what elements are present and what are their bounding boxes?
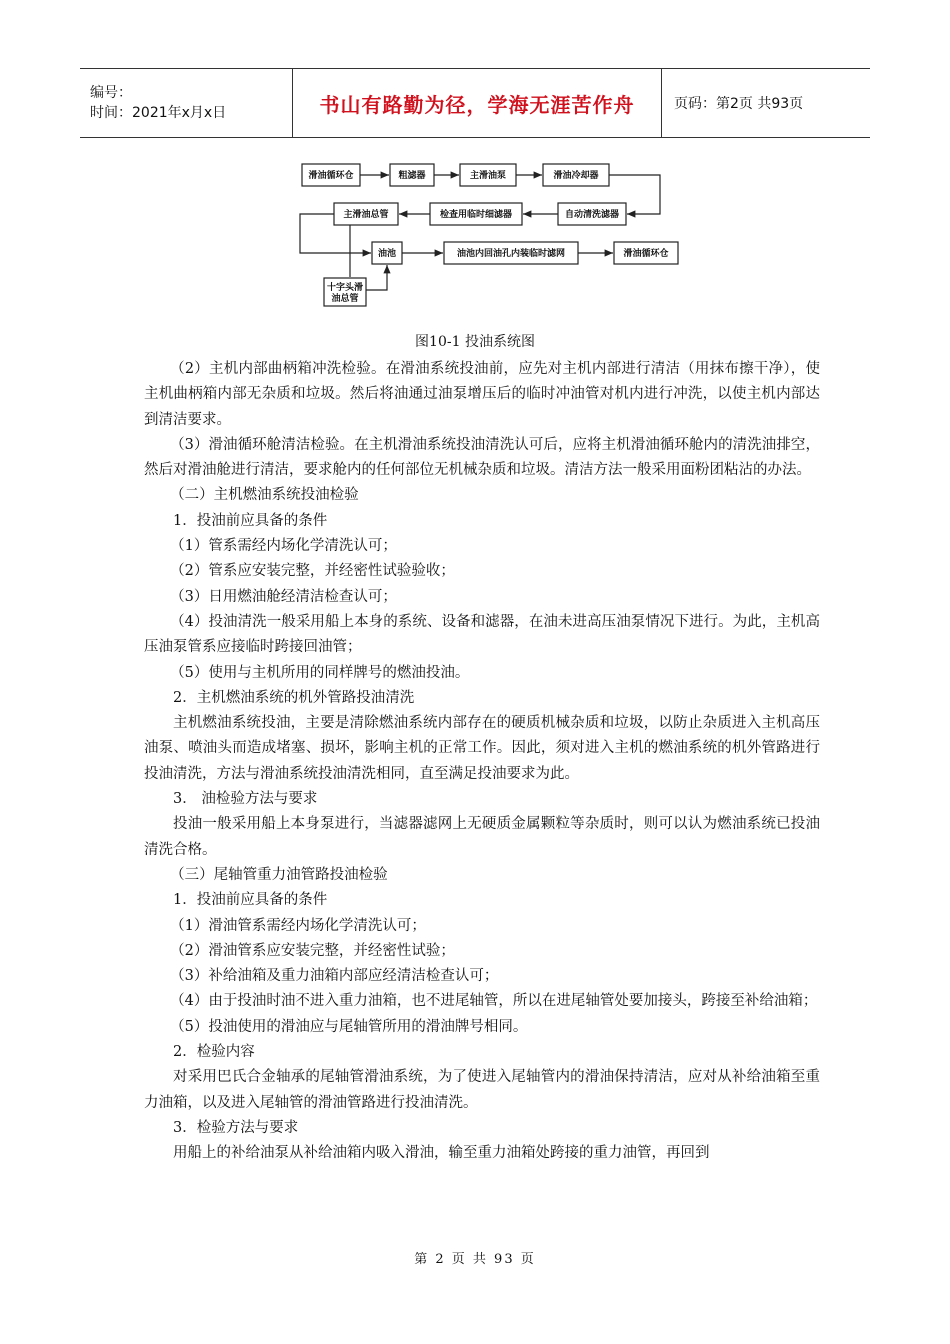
paragraph: （4）由于投油时油不进入重力油箱，也不进尾轴管，所以在进尾轴管处要加接头，跨接至补给油箱； (170, 993, 818, 1010)
motto-text: 书山有路勤为径，学海无涯苦作舟 (319, 92, 635, 117)
node-auto-filter: 自动清洗滤器 (564, 210, 620, 220)
paragraph: 主机燃油系统投油，主要是清除燃油系统内部存在的硬质机械杂质和垃圾，以防止杂质进入主机高压油泵、喷油头而造成堵塞、损坏，影响主机的正常工作。因此，须对进入主机的燃油系统的机外管路进行投油清洗，方法与滑油系统投油清洗相同，直至满足投油要求为此。 (144, 715, 820, 782)
paragraph: （4）投油清洗一般采用船上本身的系统、设备和滤器，在油未进高压油泵情况下进行。为此，主机高压油泵管系应接临时跨接回油管； (144, 613, 820, 656)
document-date: 时间：2021年x月x日 (90, 105, 227, 121)
paragraph: （2）滑油管系应安装完整，并经密性试验； (170, 942, 455, 959)
paragraph: （3）滑油循环舱清洁检验。在主机滑油系统投油清洗认可后，应将主机滑油循环舱内的清洗油排空，然后对滑油舱进行清洁，要求舱内的任何部位无机械杂质和垃圾。清洁方法一般采用面粉团粘沾的办法。 (144, 436, 820, 479)
document-body (144, 357, 820, 1167)
header-motto (292, 69, 662, 137)
paragraph: 对采用巴氏合金轴承的尾轴管滑油系统，为了使进入尾轴管内的滑油保持清洁，应对从补给油箱至重力油箱，以及进入尾轴管的滑油管路进行投油清洗。 (144, 1069, 820, 1111)
node-temp-filter: 检查用临时细滤器 (439, 210, 513, 220)
node-lube-tank: 滑油循环仓 (308, 171, 354, 181)
paragraph: 投油一般采用船上本身泵进行，当滤器滤网上无硬质金属颗粒等杂质时，则可以认为燃油系统已投油清洗合格。 (144, 816, 820, 858)
paragraph: 1．投油前应具备的条件 (173, 892, 328, 909)
paragraph: （5）使用与主机所用的同样牌号的燃油投油。 (170, 664, 470, 681)
paragraph: 3．检验方法与要求 (173, 1119, 299, 1136)
paragraph: （3）日用燃油舱经清洁检查认可； (170, 588, 397, 605)
paragraph: （2）管系应安装完整，并经密性试验验收； (170, 563, 455, 580)
node-crosshead-line2: 油总管 (331, 294, 359, 304)
paragraph: 1．投油前应具备的条件 (173, 512, 328, 529)
paragraph: （2）主机内部曲柄箱冲洗检验。在滑油系统投油前，应先对主机内部进行清洁（用抹布擦干净），使主机曲柄箱内部无杂质和垃圾。然后将油通过油泵增压后的临时冲油管对机内进行冲洗，以使主机内部达到清洁要求。 (144, 361, 820, 428)
node-main-pump: 主滑油泵 (469, 171, 507, 181)
header-page-info (662, 69, 870, 137)
diagram-svg (290, 150, 690, 310)
node-sump: 油池 (377, 249, 397, 259)
paragraph: （3）补给油箱及重力油箱内部应经清洁检查认可； (170, 968, 499, 985)
paragraph: （1）管系需经内场化学清洗认可； (170, 538, 397, 555)
paragraph: 3． 油检验方法与要求 (173, 791, 318, 808)
paragraph: 2．主机燃油系统的机外管路投油清洗 (173, 689, 415, 706)
paragraph: （1）滑油管系需经内场化学清洗认可； (170, 917, 426, 934)
page-footer: 第 2 页 共 93 页 (414, 1252, 536, 1267)
paragraph: （二）主机燃油系统投油检验 (170, 487, 359, 504)
page-header (80, 68, 870, 138)
node-sump-net: 油池内回油孔内装临时滤网 (456, 249, 566, 259)
paragraph: （5）投油使用的滑油应与尾轴管所用的滑油牌号相同。 (170, 1018, 528, 1035)
paragraph: 用船上的补给油泵从补给油箱内吸入滑油，输至重力油箱处跨接的重力油管，再回到 (173, 1145, 710, 1162)
node-coarse-filter: 粗滤器 (398, 171, 426, 181)
header-left (80, 69, 292, 137)
paragraph: 2．检验内容 (173, 1044, 255, 1061)
node-crosshead-line1: 十字头滑 (326, 283, 364, 293)
figure-caption: 图10-1 投油系统图 (415, 334, 535, 350)
paragraph: （三）尾轴管重力油管路投油检验 (170, 866, 388, 883)
node-lube-tank-2: 滑油循环仓 (623, 249, 669, 259)
oil-flushing-diagram (290, 150, 690, 310)
node-main-pipe: 主滑油总管 (343, 210, 389, 220)
node-cooler: 滑油冷却器 (553, 171, 599, 181)
document-number-label: 编号： (90, 85, 132, 101)
page-info-text: 页码：第2页 共93页 (674, 96, 804, 112)
